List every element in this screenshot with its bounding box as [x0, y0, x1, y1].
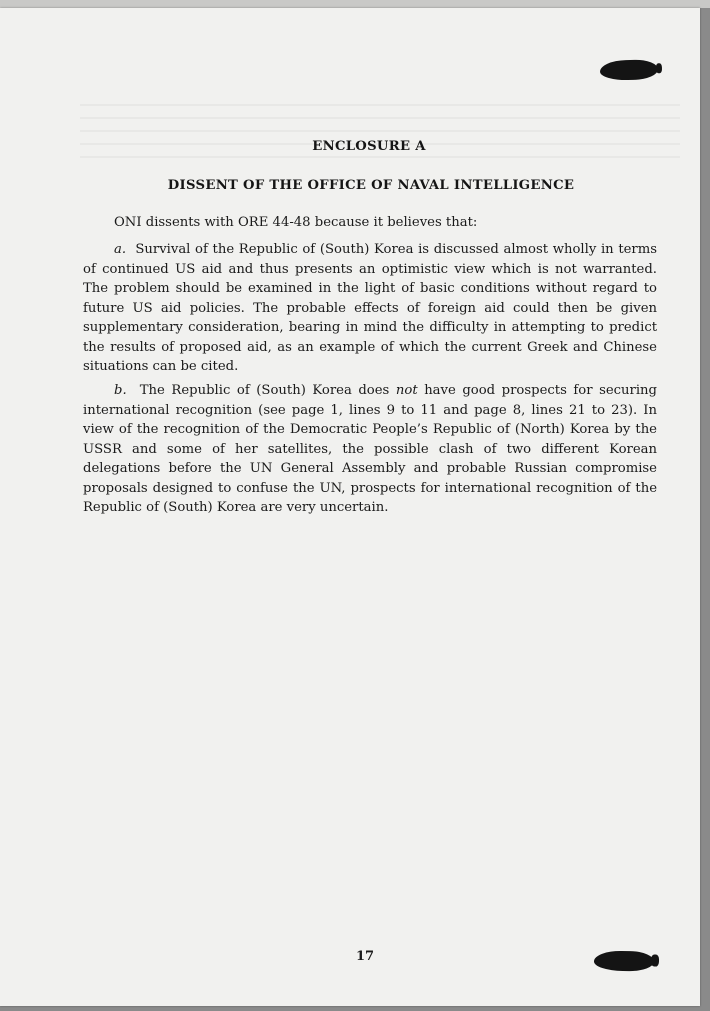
paragraph-b-text-before: The Republic of (South) Korea does — [139, 383, 390, 398]
dissent-heading: DISSENT OF THE OFFICE OF NAVAL INTELLIGENCE — [167, 178, 575, 193]
redaction-mark-bottom — [594, 950, 654, 971]
paragraph-b — [83, 381, 657, 518]
paragraph-a-text: Survival of the Republic of (South) Korea is discussed almost wholly in terms of continued US aid and thus presents an optimistic view which is not warranted. The problem should be examined in the light of basic conditions without regard to future US aid policies. The probable effects of foreign aid could then be given supplementary consideration, bearing in mind the difficulty in attempting to predict the results of proposed aid, as an example of which the current Greek and Chinese situations can be cited. — [83, 242, 658, 374]
intro-sentence: ONI dissents with ORE 44-48 because it believes that: — [114, 215, 478, 230]
paragraph-a — [83, 240, 657, 377]
document-page — [0, 8, 700, 1006]
redaction-mark-top — [600, 59, 659, 81]
bleed-through-texture — [80, 104, 680, 164]
paragraph-b-emphasis: not — [395, 383, 418, 398]
scan-top-strip — [0, 0, 710, 8]
paragraph-a-label: a. — [114, 242, 127, 257]
paragraph-b-text-after: have good prospects for securing international recognition (see page 1, lines 9 to 11 and page 8, lines 21 to 23). In view of the recognition of the Democratic People’s Republic of (North) Korea by the USSR and some of her satellites, the possible clash of two different Korean delegations before the UN General Assembly and probable Russian compromise proposals designed to confuse the UN, prospects for international recognition of the Republic of (South) Korea are very uncertain. — [83, 383, 657, 515]
enclosure-title: ENCLOSURE A — [312, 139, 426, 154]
paragraph-b-label: b. — [114, 383, 127, 398]
page-number: 17 — [355, 949, 375, 964]
